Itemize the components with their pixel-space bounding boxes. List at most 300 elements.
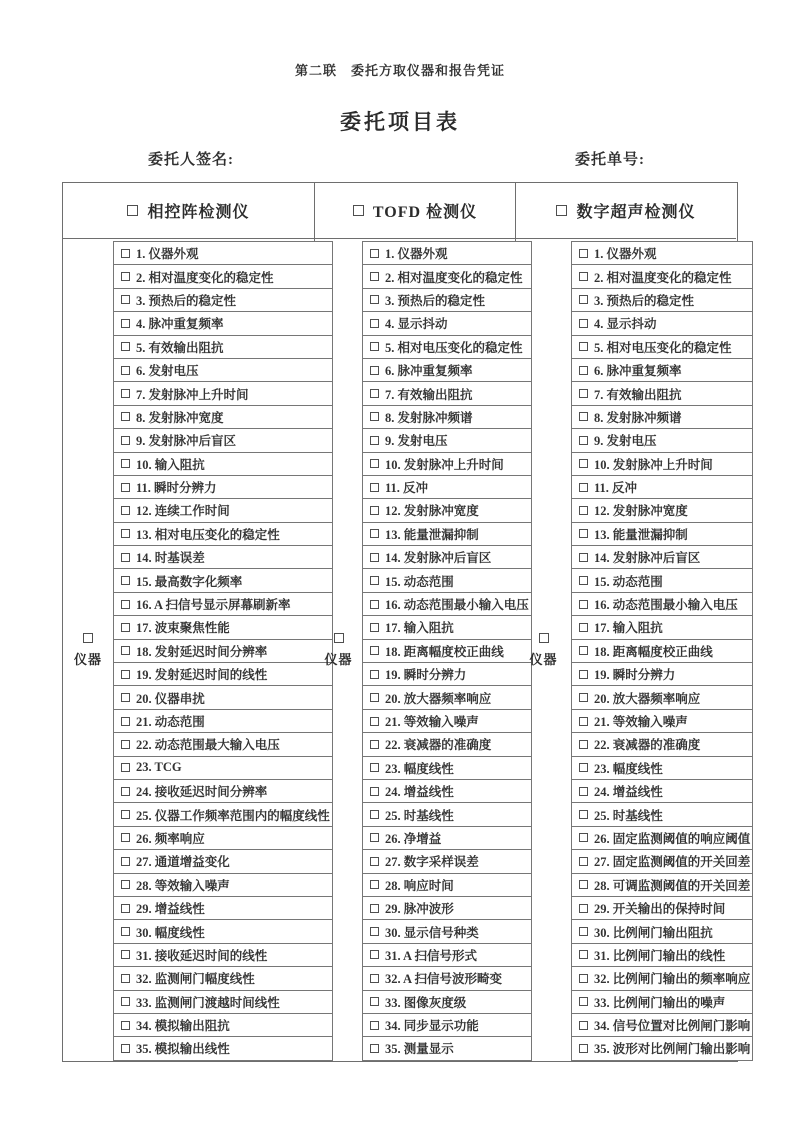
item-label: 20. 仪器串扰 [136, 691, 205, 706]
item-label: 35. 波形对比例闸门输出影响 [594, 1042, 751, 1057]
item-label: 16. 动态范围最小输入电压 [385, 598, 529, 613]
item-checkbox[interactable] [370, 693, 379, 702]
checklist-item [571, 709, 753, 733]
item-label: 28. 等效输入噪声 [136, 878, 230, 893]
item-checkbox[interactable] [579, 459, 588, 468]
item-checkbox[interactable] [121, 389, 130, 398]
item-checkbox[interactable] [121, 717, 130, 726]
checklist-item [362, 428, 532, 452]
instrument-label: 仪器 [529, 651, 558, 667]
item-checkbox[interactable] [579, 412, 588, 421]
checklist-item [362, 592, 532, 616]
item-checkbox[interactable] [579, 880, 588, 889]
commission-project-table [62, 182, 751, 1062]
item-label: 35. 测量显示 [385, 1042, 454, 1057]
item-checkbox[interactable] [121, 927, 130, 936]
item-checkbox[interactable] [579, 833, 588, 842]
item-label: 5. 有效输出阻抗 [136, 340, 224, 355]
item-checkbox[interactable] [370, 436, 379, 445]
checklist-item [362, 288, 532, 312]
item-label: 13. 能量泄漏抑制 [594, 527, 688, 542]
item-checkbox[interactable] [579, 646, 588, 655]
signature-label: 委托人签名: [148, 152, 234, 168]
checklist-item [571, 405, 753, 429]
item-checkbox[interactable] [579, 717, 588, 726]
checklist-item [362, 568, 532, 592]
item-checkbox[interactable] [579, 553, 588, 562]
item-checkbox[interactable] [370, 646, 379, 655]
item-checkbox[interactable] [370, 763, 379, 772]
checklist-item [571, 873, 753, 897]
item-checkbox[interactable] [370, 880, 379, 889]
item-label: 34. 模拟输出阻抗 [136, 1019, 230, 1034]
checklist-item [362, 826, 532, 850]
item-checkbox[interactable] [579, 272, 588, 281]
checklist-item [571, 990, 753, 1014]
checklist-item [113, 405, 333, 429]
item-label: 22. 衰减器的准确度 [385, 738, 492, 753]
item-checkbox[interactable] [370, 623, 379, 632]
item-label: 25. 时基线性 [385, 808, 454, 823]
checklist-item [113, 568, 333, 592]
checklist-item [362, 615, 532, 639]
item-checkbox[interactable] [579, 600, 588, 609]
checklist-item [113, 709, 333, 733]
checklist-item [362, 452, 532, 476]
item-checkbox[interactable] [579, 366, 588, 375]
checklist-item [362, 639, 532, 663]
item-label: 15. 动态范围 [594, 574, 663, 589]
item-checkbox[interactable] [121, 763, 130, 772]
checklist-item [571, 381, 753, 405]
column-header-label: 相控阵检测仪 [147, 204, 250, 221]
checklist-item [571, 966, 753, 990]
checklist-item [571, 896, 753, 920]
item-label: 17. 输入阻抗 [594, 621, 663, 636]
item-list [362, 241, 532, 1061]
item-label: 17. 输入阻抗 [385, 621, 454, 636]
item-checkbox[interactable] [579, 1044, 588, 1053]
checklist-item [571, 452, 753, 476]
checklist-item [113, 919, 333, 943]
instrument-type-checkbox[interactable] [556, 205, 567, 216]
checklist-item [362, 966, 532, 990]
column-digital-ultrasonic [516, 183, 751, 1061]
item-label: 14. 时基误差 [136, 551, 205, 566]
copy-label: 第二联 委托方取仪器和报告凭证 [294, 63, 505, 78]
item-checkbox[interactable] [370, 319, 379, 328]
checklist-item [571, 335, 753, 359]
checklist-item [571, 1036, 753, 1060]
checklist-item [362, 662, 532, 686]
item-checkbox[interactable] [370, 740, 379, 749]
item-label: 22. 衰减器的准确度 [594, 738, 701, 753]
item-checkbox[interactable] [579, 506, 588, 515]
item-checkbox[interactable] [121, 412, 130, 421]
checklist-item [362, 1036, 532, 1060]
checklist-item [113, 779, 333, 803]
item-label: 4. 显示抖动 [594, 317, 657, 332]
checklist-item [571, 919, 753, 943]
item-checkbox[interactable] [121, 857, 130, 866]
item-label: 34. 同步显示功能 [385, 1019, 479, 1034]
checklist-item [113, 873, 333, 897]
item-checkbox[interactable] [370, 1021, 379, 1030]
item-checkbox[interactable] [579, 1021, 588, 1030]
checklist-item [113, 545, 333, 569]
item-checkbox[interactable] [579, 342, 588, 351]
item-label: 21. 等效输入噪声 [594, 715, 688, 729]
checklist-item [571, 943, 753, 967]
checklist-item [362, 522, 532, 546]
item-checkbox[interactable] [370, 600, 379, 609]
item-checkbox[interactable] [121, 600, 130, 609]
item-checkbox[interactable] [370, 483, 379, 492]
item-list [571, 241, 753, 1061]
item-label: 31. 接收延迟时间的线性 [136, 948, 268, 963]
item-checkbox[interactable] [121, 904, 130, 913]
checklist-item [362, 381, 532, 405]
item-checkbox[interactable] [579, 436, 588, 445]
checklist-item [113, 452, 333, 476]
checklist-item [362, 405, 532, 429]
item-checkbox[interactable] [370, 249, 379, 258]
item-label: 35. 模拟输出线性 [136, 1042, 230, 1057]
item-label: 30. 显示信号种类 [385, 925, 479, 940]
item-checkbox[interactable] [121, 974, 130, 983]
item-checkbox[interactable] [579, 763, 588, 772]
item-label: 24. 增益线性 [594, 785, 663, 800]
item-checkbox[interactable] [370, 974, 379, 983]
checklist-item [362, 685, 532, 709]
checklist-item [571, 756, 753, 780]
item-checkbox[interactable] [579, 576, 588, 585]
item-checkbox[interactable] [121, 950, 130, 959]
order-number-label: 委托单号: [575, 152, 645, 168]
item-checkbox[interactable] [121, 483, 130, 492]
checklist-item [113, 802, 333, 826]
item-label: 19. 瞬时分辨力 [594, 668, 676, 683]
item-checkbox[interactable] [370, 506, 379, 515]
checklist-item [113, 241, 333, 265]
checklist-item [571, 545, 753, 569]
item-checkbox[interactable] [579, 623, 588, 632]
item-checkbox[interactable] [370, 810, 379, 819]
item-label: 3. 预热后的稳定性 [136, 293, 237, 308]
item-checkbox[interactable] [121, 833, 130, 842]
column-phased-array [63, 183, 330, 1061]
instrument-label: 仪器 [73, 651, 102, 667]
checklist-item [571, 241, 753, 265]
item-label: 15. 最高数字化频率 [136, 574, 243, 589]
item-checkbox[interactable] [121, 787, 130, 796]
item-checkbox[interactable] [121, 880, 130, 889]
item-label: 18. 距离幅度校正曲线 [385, 644, 504, 659]
checklist-item [362, 802, 532, 826]
item-label: 22. 动态范围最大输入电压 [136, 738, 280, 753]
item-checkbox[interactable] [579, 857, 588, 866]
item-checkbox[interactable] [579, 787, 588, 796]
item-label: 14. 发射脉冲后盲区 [385, 551, 492, 566]
checklist-item [571, 288, 753, 312]
checklist-item [571, 779, 753, 803]
item-label: 23. 幅度线性 [594, 761, 663, 776]
checklist-item [571, 311, 753, 335]
item-label: 29. 脉冲波形 [385, 902, 454, 917]
item-label: 11. 反冲 [385, 481, 429, 496]
item-checkbox[interactable] [121, 693, 130, 702]
item-checkbox[interactable] [121, 342, 130, 351]
item-checkbox[interactable] [370, 553, 379, 562]
item-label: 2. 相对温度变化的稳定性 [136, 270, 274, 285]
item-checkbox[interactable] [579, 810, 588, 819]
checklist-item [571, 1013, 753, 1037]
item-checkbox[interactable] [579, 693, 588, 702]
checklist-item [571, 428, 753, 452]
item-checkbox[interactable] [579, 249, 588, 258]
checklist-item [362, 779, 532, 803]
checklist-item [113, 1036, 333, 1060]
checklist-item [362, 264, 532, 288]
item-checkbox[interactable] [370, 717, 379, 726]
item-checkbox[interactable] [121, 459, 130, 468]
checklist-item [571, 685, 753, 709]
item-label: 9. 发射电压 [594, 434, 657, 449]
item-checkbox[interactable] [121, 249, 130, 258]
checklist-item [113, 826, 333, 850]
item-label: 7. 发射脉冲上升时间 [136, 387, 249, 402]
checklist-item [362, 311, 532, 335]
item-checkbox[interactable] [370, 342, 379, 351]
item-label: 21. 等效输入噪声 [385, 715, 479, 729]
checklist-item [571, 264, 753, 288]
item-checkbox[interactable] [579, 483, 588, 492]
checklist-item [571, 662, 753, 686]
item-checkbox[interactable] [370, 1044, 379, 1053]
column-tofd [315, 183, 529, 1061]
item-label: 25. 仪器工作频率范围内的幅度线性 [136, 808, 330, 823]
checklist-item [113, 966, 333, 990]
item-label: 9. 发射脉冲后盲区 [136, 434, 237, 449]
item-label: 14. 发射脉冲后盲区 [594, 551, 701, 566]
item-checkbox[interactable] [121, 623, 130, 632]
item-label: 5. 相对电压变化的稳定性 [594, 340, 732, 355]
item-label: 7. 有效输出阻抗 [385, 387, 473, 402]
checklist-item [362, 943, 532, 967]
item-checkbox[interactable] [579, 950, 588, 959]
item-label: 18. 距离幅度校正曲线 [594, 644, 713, 659]
item-label: 6. 脉冲重复频率 [385, 364, 473, 379]
item-label: 4. 显示抖动 [385, 317, 448, 332]
item-label: 16. A 扫信号显示屏幕刷新率 [136, 598, 291, 613]
instrument-label: 仪器 [324, 651, 353, 667]
checklist-item [571, 732, 753, 756]
item-label: 2. 相对温度变化的稳定性 [385, 270, 523, 285]
checklist-item [113, 498, 333, 522]
item-label: 30. 比例闸门输出阻抗 [594, 925, 713, 940]
checklist-item [362, 475, 532, 499]
item-label: 27. 通道增益变化 [136, 855, 230, 870]
item-label: 12. 发射脉冲宽度 [385, 504, 479, 519]
item-checkbox[interactable] [121, 506, 130, 515]
instrument-row-label [516, 239, 571, 1061]
checklist-item [362, 545, 532, 569]
item-label: 28. 响应时间 [385, 878, 454, 893]
item-checkbox[interactable] [579, 670, 588, 679]
item-checkbox[interactable] [370, 295, 379, 304]
item-label: 7. 有效输出阻抗 [594, 387, 682, 402]
column-header [63, 183, 314, 239]
item-checkbox[interactable] [370, 366, 379, 375]
item-label: 27. 数字采样误差 [385, 855, 479, 870]
item-label: 20. 放大器频率响应 [594, 691, 701, 706]
instrument-checkbox[interactable] [539, 633, 549, 643]
column-body [315, 239, 529, 1061]
checklist-item [113, 358, 333, 382]
item-checkbox[interactable] [121, 272, 130, 281]
item-checkbox[interactable] [121, 553, 130, 562]
checklist-item [113, 615, 333, 639]
checklist-item [571, 826, 753, 850]
checklist-item [113, 896, 333, 920]
item-checkbox[interactable] [370, 459, 379, 468]
item-checkbox[interactable] [370, 529, 379, 538]
item-label: 31. A 扫信号形式 [385, 948, 478, 963]
checklist-item [113, 756, 333, 780]
item-checkbox[interactable] [579, 295, 588, 304]
item-checkbox[interactable] [370, 412, 379, 421]
item-checkbox[interactable] [579, 740, 588, 749]
item-checkbox[interactable] [121, 366, 130, 375]
item-label: 10. 发射脉冲上升时间 [385, 457, 504, 472]
item-checkbox[interactable] [121, 740, 130, 749]
item-checkbox[interactable] [370, 576, 379, 585]
checklist-item [113, 732, 333, 756]
checklist-item [362, 919, 532, 943]
item-checkbox[interactable] [121, 529, 130, 538]
item-label: 1. 仪器外观 [136, 247, 199, 262]
item-label: 32. 比例闸门输出的频率响应 [594, 972, 751, 987]
item-checkbox[interactable] [370, 927, 379, 936]
item-label: 5. 相对电压变化的稳定性 [385, 340, 523, 355]
item-label: 24. 增益线性 [385, 785, 454, 800]
instrument-type-checkbox[interactable] [127, 205, 138, 216]
checklist-item [571, 522, 753, 546]
checklist-item [571, 849, 753, 873]
checklist-item [362, 498, 532, 522]
item-checkbox[interactable] [370, 857, 379, 866]
checklist-item [571, 592, 753, 616]
item-label: 3. 预热后的稳定性 [594, 293, 695, 308]
instrument-checkbox[interactable] [83, 633, 93, 643]
item-checkbox[interactable] [579, 974, 588, 983]
checklist-item [113, 685, 333, 709]
item-checkbox[interactable] [579, 927, 588, 936]
item-checkbox[interactable] [579, 389, 588, 398]
item-checkbox[interactable] [370, 389, 379, 398]
item-label: 12. 连续工作时间 [136, 504, 230, 519]
checklist-item [113, 264, 333, 288]
checklist-item [113, 849, 333, 873]
item-label: 30. 幅度线性 [136, 925, 205, 940]
item-label: 6. 脉冲重复频率 [594, 364, 682, 379]
item-checkbox[interactable] [121, 1044, 130, 1053]
item-checkbox[interactable] [121, 646, 130, 655]
item-label: 23. 幅度线性 [385, 761, 454, 776]
checklist-item [571, 639, 753, 663]
item-label: 10. 输入阻抗 [136, 457, 205, 472]
item-checkbox[interactable] [121, 1021, 130, 1030]
item-label: 31. 比例闸门输出的线性 [594, 948, 726, 963]
checklist-item [571, 475, 753, 499]
column-body [516, 239, 751, 1061]
item-checkbox[interactable] [121, 997, 130, 1006]
item-checkbox[interactable] [121, 295, 130, 304]
item-checkbox[interactable] [121, 436, 130, 445]
item-checkbox[interactable] [370, 272, 379, 281]
item-label: 15. 动态范围 [385, 574, 454, 589]
item-checkbox[interactable] [370, 904, 379, 913]
item-label: 32. 监测闸门幅度线性 [136, 972, 255, 987]
checklist-item [571, 358, 753, 382]
checklist-item [362, 849, 532, 873]
item-checkbox[interactable] [121, 576, 130, 585]
checklist-item [362, 709, 532, 733]
item-checkbox[interactable] [121, 319, 130, 328]
checklist-item [362, 1013, 532, 1037]
item-checkbox[interactable] [579, 529, 588, 538]
instrument-checkbox[interactable] [334, 633, 344, 643]
checklist-item [113, 311, 333, 335]
item-label: 8. 发射脉冲频谱 [594, 410, 682, 425]
item-checkbox[interactable] [121, 810, 130, 819]
item-checkbox[interactable] [579, 997, 588, 1006]
item-label: 32. A 扫信号波形畸变 [385, 972, 503, 987]
item-label: 18. 发射延迟时间分辨率 [136, 644, 268, 659]
item-label: 23. TCG [136, 760, 182, 775]
checklist-item [571, 802, 753, 826]
item-label: 26. 固定监测阈值的响应阈值 [594, 831, 751, 846]
item-checkbox[interactable] [121, 670, 130, 679]
item-checkbox[interactable] [370, 997, 379, 1006]
item-checkbox[interactable] [370, 787, 379, 796]
item-label: 8. 发射脉冲频谱 [385, 410, 473, 425]
item-label: 33. 图像灰度级 [385, 995, 467, 1010]
item-label: 12. 发射脉冲宽度 [594, 504, 688, 519]
checklist-item [362, 335, 532, 359]
item-checkbox[interactable] [370, 950, 379, 959]
item-checkbox[interactable] [579, 904, 588, 913]
item-checkbox[interactable] [370, 833, 379, 842]
checklist-item [362, 990, 532, 1014]
item-label: 25. 时基线性 [594, 808, 663, 823]
checklist-item [113, 943, 333, 967]
item-label: 33. 监测闸门渡越时间线性 [136, 995, 280, 1010]
item-label: 26. 频率响应 [136, 831, 205, 846]
checklist-item [362, 896, 532, 920]
instrument-type-checkbox[interactable] [353, 205, 364, 216]
item-label: 29. 开关输出的保持时间 [594, 902, 726, 917]
item-list [113, 241, 333, 1061]
item-checkbox[interactable] [579, 319, 588, 328]
checklist-item [113, 522, 333, 546]
instrument-row-label [63, 239, 113, 1061]
item-label: 26. 净增益 [385, 831, 442, 846]
checklist-item [362, 732, 532, 756]
page-title: 委托项目表 [340, 110, 460, 134]
checklist-item [362, 241, 532, 265]
item-checkbox[interactable] [370, 670, 379, 679]
